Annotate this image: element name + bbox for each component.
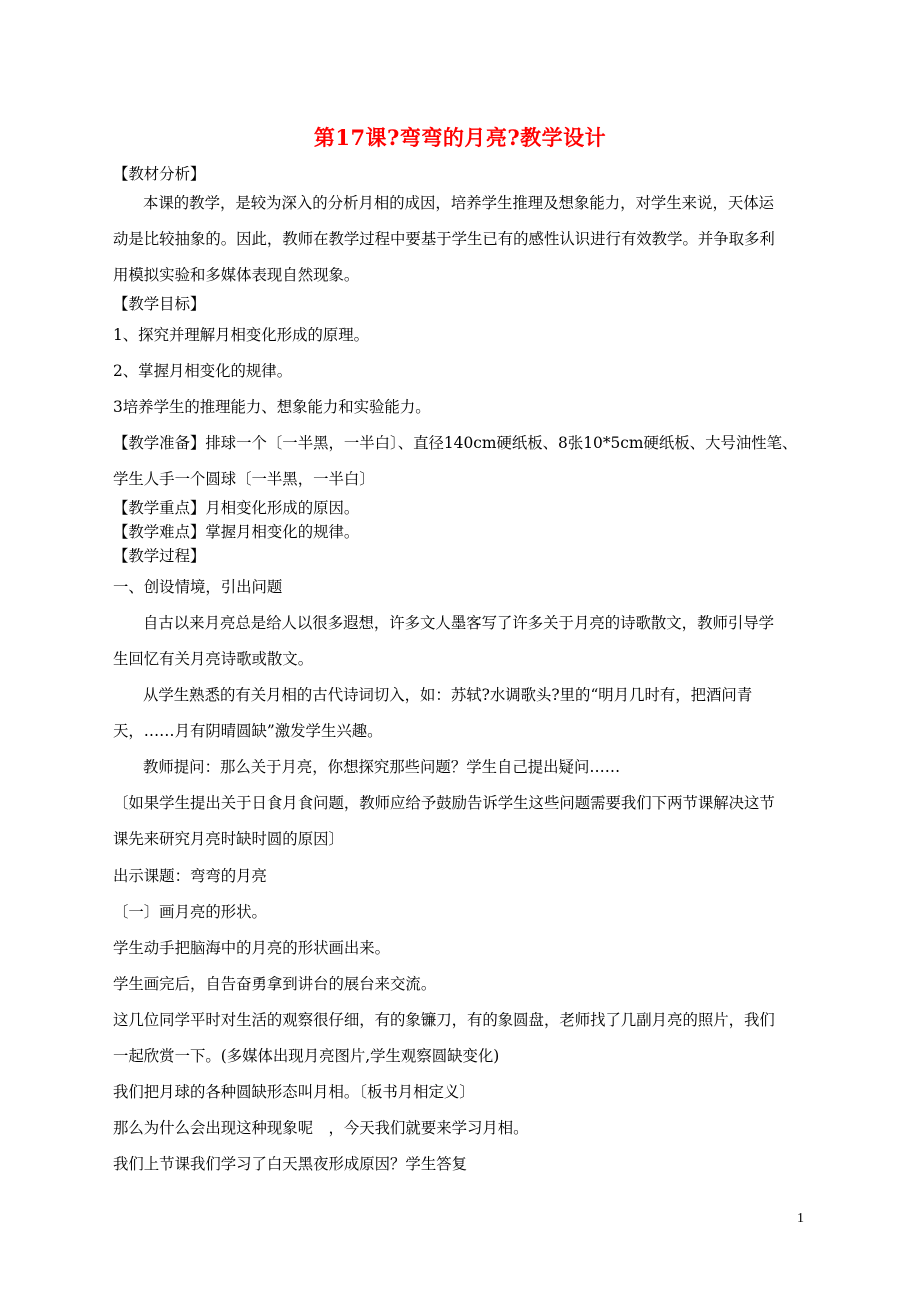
- text-line: 自古以来月亮总是给人以很多遐想，许多文人墨客写了许多关于月亮的诗歌散文，教师引导学: [143, 614, 775, 632]
- text-line: 学生动手把脑海中的月亮的形状画出来。: [113, 939, 391, 957]
- text-line: 本课的教学，是较为深入的分析月相的成因，培养学生推理及想象能力，对学生来说，天体运: [143, 194, 775, 212]
- text-line: 【教材分析】: [113, 165, 206, 183]
- text-line: 学生人手一个圆球〔一半黑，一半白〕: [113, 470, 375, 488]
- text-line: 用模拟实验和多媒体表现自然现象。: [113, 266, 360, 284]
- text-line: 教师提问：那么关于月亮，你想探究那些问题？学生自己提出疑问……: [143, 758, 621, 776]
- text-line: 学生画完后，自告奋勇拿到讲台的展台来交流。: [113, 975, 437, 993]
- text-line: 【教学难点】掌握月相变化的规律。: [113, 523, 360, 541]
- text-line: 【教学目标】: [113, 295, 206, 313]
- text-line: 生回忆有关月亮诗歌或散文。: [113, 650, 314, 668]
- text-line: 课先来研究月亮时缺时圆的原因〕: [113, 830, 344, 848]
- text-line: 〔如果学生提出关于日食月食问题，教师应给予鼓励告诉学生这些问题需要我们下两节课解决这节: [113, 794, 775, 812]
- text-line: 我们把月球的各种圆缺形态叫月相。〔板书月相定义〕: [113, 1083, 475, 1101]
- text-line: 天，……月有阴晴圆缺”激发学生兴趣。: [113, 722, 383, 740]
- page-number: 1: [797, 1211, 804, 1226]
- text-line: 【教学准备】排球一个〔一半黑，一半白〕、直径140cm硬纸板、8张10*5cm硬纸板、大号油性笔、: [113, 434, 798, 452]
- text-line: 一起欣赏一下。(多媒体出现月亮图片,学生观察圆缺变化): [113, 1047, 500, 1065]
- text-line: 3培养学生的推理能力、想象能力和实验能力。: [113, 398, 431, 416]
- text-line: 【教学重点】月相变化形成的原因。: [113, 499, 360, 517]
- text-line: 〔一〕画月亮的形状。: [113, 903, 267, 921]
- text-line: 我们上节课我们学习了白天黑夜形成原因？学生答复: [113, 1155, 467, 1173]
- text-line: 这几位同学平时对生活的观察很仔细，有的象镰刀，有的象圆盘，老师找了几副月亮的照片，我们: [113, 1011, 775, 1029]
- text-line: 那么为什么会出现这种现象呢 ，今天我们就要来学习月相。: [113, 1119, 529, 1137]
- text-line: 出示课题：弯弯的月亮: [113, 867, 267, 885]
- text-line: 一、创设情境，引出问题: [113, 578, 283, 596]
- text-line: 【教学过程】: [113, 547, 206, 565]
- text-line: 动是比较抽象的。因此，教师在教学过程中要基于学生已有的感性认识进行有效教学。并争取多利: [113, 230, 775, 248]
- text-line: 2、掌握月相变化的规律。: [113, 362, 293, 380]
- text-line: 1、探究并理解月相变化形成的原理。: [113, 326, 370, 344]
- page-title: 第17课?弯弯的月亮?教学设计: [313, 125, 607, 150]
- text-line: 从学生熟悉的有关月相的古代诗词切入，如：苏轼?水调歌头?里的“明月几时有，把酒问青: [143, 686, 753, 704]
